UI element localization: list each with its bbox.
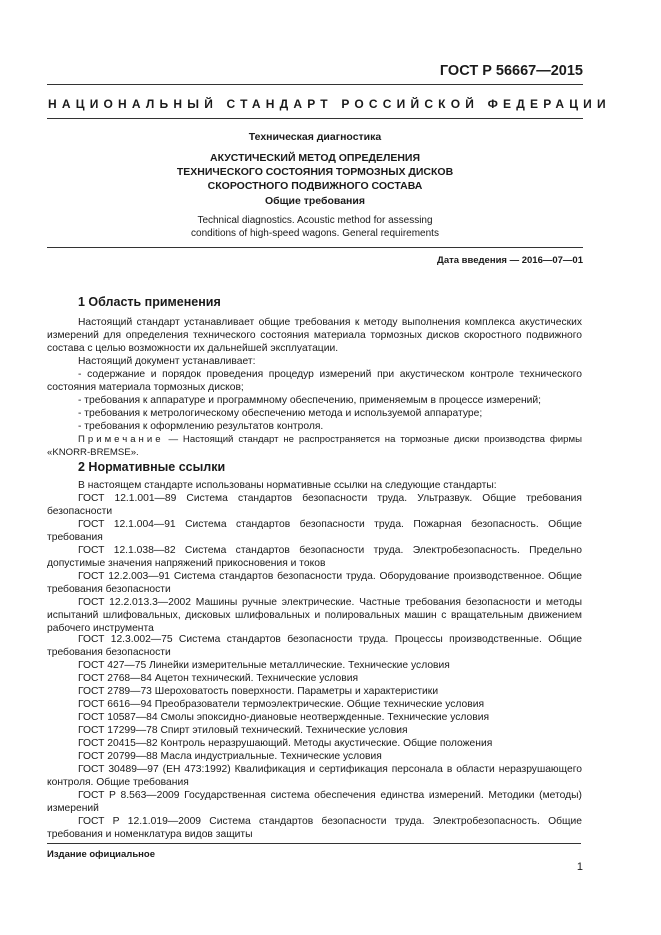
reference-item: ГОСТ 10587—84 Смолы эпоксидно-диановые неотвержденные. Технические условия	[78, 712, 490, 723]
page-number: 1	[576, 861, 583, 873]
top-divider	[47, 84, 583, 85]
english-title	[47, 215, 583, 240]
reference-item: ГОСТ 12.3.002—75 Система стандартов безопасности труда. Процессы производственные. Общие требования безопасности	[47, 634, 582, 659]
english-title-line-2: conditions of high-speed wagons. General requirements	[191, 227, 439, 239]
document-subtitle: Общие требования	[265, 195, 365, 207]
section-1-heading: 1 Область применения	[78, 295, 221, 309]
scope-item-4: - требования к оформлению результатов контроля.	[78, 421, 324, 432]
reference-item: ГОСТ Р 12.1.019—2009 Система стандартов безопасности труда. Электробезопасность. Общие требования и номенклатура видов защиты	[47, 816, 582, 841]
english-title-line-1: Technical diagnostics. Acoustic method for assessing	[197, 215, 433, 226]
banner-divider	[47, 118, 583, 119]
reference-item: ГОСТ 6616—94 Преобразователи термоэлектрические. Общие технические условия	[78, 699, 485, 710]
reference-item: ГОСТ 12.2.003—91 Система стандартов безопасности труда. Оборудование производственное. Общие требования безопасности	[47, 571, 582, 596]
note-label: Примечание	[78, 434, 164, 445]
scope-item-2: - требования к аппаратуре и программному обеспечению, применяемым в процессе измерений;	[78, 395, 542, 406]
footer-divider	[47, 843, 581, 844]
reference-item: ГОСТ 2789—73 Шероховатость поверхности. Параметры и характеристики	[78, 686, 439, 697]
reference-item: ГОСТ 12.1.004—91 Система стандартов безопасности труда. Пожарная безопасность. Общие требования	[47, 519, 582, 544]
gost-number: ГОСТ Р 56667—2015	[439, 63, 583, 79]
section-2-heading: 2 Нормативные ссылки	[78, 460, 226, 474]
title-line-3: СКОРОСТНОГО ПОДВИЖНОГО СОСТАВА	[207, 180, 423, 192]
reference-item: ГОСТ 427—75 Линейки измерительные металлические. Технические условия	[78, 660, 450, 671]
scope-item-3: - требования к метрологическому обеспечению метода и используемой аппаратуре;	[78, 408, 483, 419]
reference-item: ГОСТ Р 8.563—2009 Государственная система обеспечения единства измерений. Методики (методы) измерений	[47, 790, 582, 815]
note-text: — Настоящий стандарт не распространяется на тормозные диски производства фирмы «KNORR-BREMSE».	[47, 434, 582, 459]
reference-item: ГОСТ 20799—88 Масла индустриальные. Технические условия	[78, 751, 382, 762]
section-1-paragraph-2: Настоящий документ устанавливает:	[78, 356, 256, 367]
title-line-1: АКУСТИЧЕСКИЙ МЕТОД ОПРЕДЕЛЕНИЯ	[209, 152, 421, 164]
reference-item: ГОСТ 12.1.038—82 Система стандартов безопасности труда. Электробезопасность. Предельно допустимые значения напряжений прикосновения и токов	[47, 545, 582, 570]
national-standard-banner: НАЦИОНАЛЬНЫЙ СТАНДАРТ РОССИЙСКОЙ ФЕДЕРАЦИИ	[48, 97, 611, 111]
section-1-note	[47, 433, 582, 459]
section-1-paragraph-1: Настоящий стандарт устанавливает общие требования к методу выполнения комплекса акустических измерений для определения технического состояния материала тормозных дисков скоростного подвижного состава с целью возможности их дальнейшей эксплуатации.	[47, 317, 582, 355]
section-2-intro: В настоящем стандарте использованы нормативные ссылки на следующие стандарты:	[78, 480, 497, 491]
reference-item: ГОСТ 12.1.001—89 Система стандартов безопасности труда. Ультразвук. Общие требования безопасности	[47, 493, 582, 518]
scope-item-1: - содержание и порядок проведения процедур измерений при акустическом контроле технического состояния материала тормозных дисков;	[47, 369, 582, 394]
reference-item: ГОСТ 20415—82 Контроль неразрушающий. Методы акустические. Общие положения	[78, 738, 493, 749]
reference-item: ГОСТ 12.2.013.3—2002 Машины ручные электрические. Частные требования безопасности и методы испытаний шлифовальных, дисковых шлифовальных и полировальных машин с вращательным движением рабочего инструмента	[47, 597, 582, 635]
reference-item: ГОСТ 2768—84 Ацетон технический. Технические условия	[78, 673, 359, 684]
official-edition-label: Издание официальное	[47, 849, 155, 860]
reference-item: ГОСТ 17299—78 Спирт этиловый технический. Технические условия	[78, 725, 408, 736]
title-divider	[47, 247, 583, 248]
document-category: Техническая диагностика	[248, 131, 382, 143]
reference-item: ГОСТ 30489—97 (ЕН 473:1992) Квалификация и сертификация персонала в области неразрушающего контроля. Общие требования	[47, 764, 582, 789]
introduction-date: Дата введения — 2016—07—01	[437, 255, 583, 266]
title-line-2: ТЕХНИЧЕСКОГО СОСТОЯНИЯ ТОРМОЗНЫХ ДИСКОВ	[176, 166, 454, 178]
document-title	[47, 151, 583, 193]
